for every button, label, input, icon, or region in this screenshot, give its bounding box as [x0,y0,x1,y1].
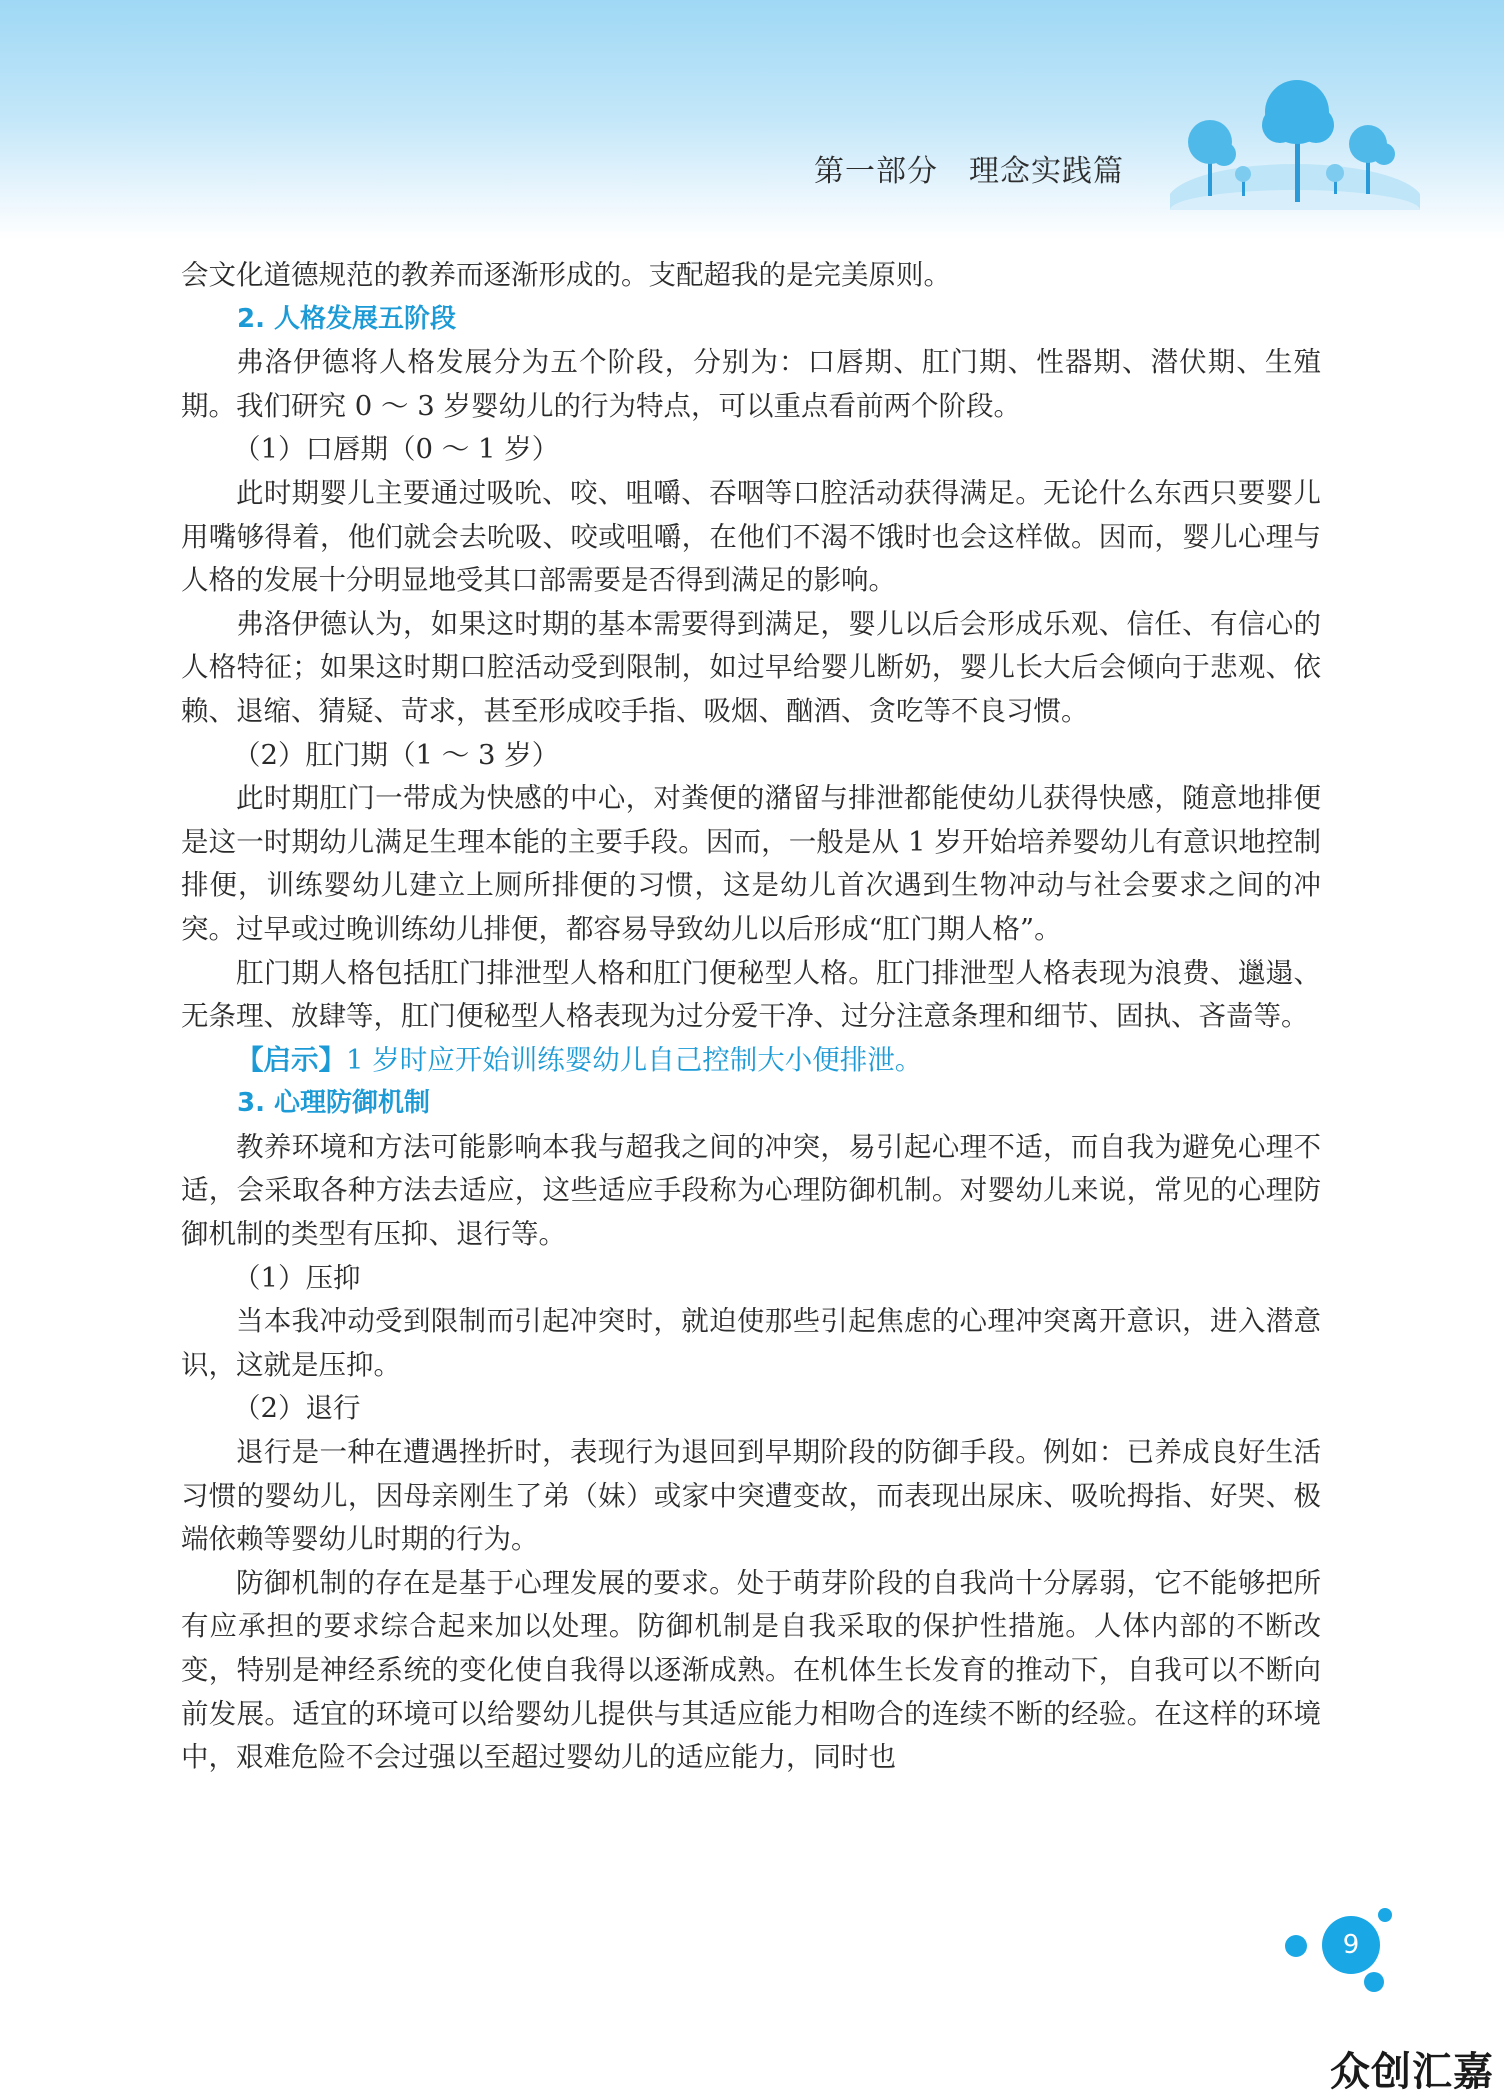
subheading-anal-stage: （2）肛门期（1 ～ 3 岁） [233,738,560,771]
tip-callout [181,1039,1321,1083]
paragraph: 会文化道德规范的教养而逐渐形成的。支配超我的是完美原则。 [181,259,951,291]
tree-illustration [1170,70,1420,210]
body-text [181,254,1321,1780]
section-title: 第一部分 理念实践篇 [814,154,1124,189]
decorative-dot [1378,1908,1392,1922]
paragraph: 教养环境和方法可能影响本我与超我之间的冲突，易引起心理不适，而自我为避免心理不适，会采取各种方法去适应，这些适应手段称为心理防御机制。对婴幼儿来说，常见的心理防御机制的类型有压抑、退行等。 [181,1130,1321,1251]
paragraph: 弗洛伊德认为，如果这时期的基本需要得到满足，婴儿以后会形成乐观、信任、有信心的人格特征；如果这时期口腔活动受到限制，如过早给婴儿断奶，婴儿长大后会倾向于悲观、依赖、退缩、猜疑、苛求，甚至形成咬手指、吸烟、酗酒、贪吃等不良习惯。 [181,607,1321,727]
paragraph: 防御机制的存在是基于心理发展的要求。处于萌芽阶段的自我尚十分孱弱，它不能够把所有应承担的要求综合起来加以处理。防御机制是自我采取的保护性措施。人体内部的不断改变，特别是神经系统的变化使自我得以逐渐成熟。在机体生长发育的推动下，自我可以不断向前发展。适宜的环境可以给婴幼儿提供与其适应能力相吻合的连续不断的经验。在这样的环境中，艰难危险不会过强以至超过婴幼儿的适应能力，同时也 [181,1566,1321,1774]
page-number: 9 [1322,1916,1380,1974]
subheading-repression: （1）压抑 [233,1261,361,1294]
paragraph: 弗洛伊德将人格发展分为五个阶段，分别为：口唇期、肛门期、性器期、潜伏期、生殖期。我们研究 0 ～ 3 岁婴幼儿的行为特点，可以重点看前两个阶段。 [181,346,1321,422]
paragraph: 退行是一种在遭遇挫折时，表现行为退回到早期阶段的防御手段。例如：已养成良好生活习惯的婴幼儿，因母亲刚生了弟（妹）或家中突遭变故，而表现出尿床、吸吮拇指、好哭、极端依赖等婴幼儿时期的行为。 [181,1436,1321,1556]
paragraph: 肛门期人格包括肛门排泄型人格和肛门便秘型人格。肛门排泄型人格表现为浪费、邋遢、无条理、放肆等，肛门便秘型人格表现为过分爱干净、过分注意条理和细节、固执、吝啬等。 [181,956,1321,1033]
section-heading-defense-mechanisms: 3. 心理防御机制 [237,1088,431,1119]
subheading-oral-stage: （1）口唇期（0 ～ 1 岁） [233,433,560,466]
subheading-regression: （2）退行 [233,1392,361,1425]
watermark-logo: 众创汇嘉 [1330,2049,1494,2095]
paragraph: 此时期肛门一带成为快感的中心，对粪便的潴留与排泄都能使幼儿获得快感，随意地排便是这一时期幼儿满足生理本能的主要手段。因而，一般是从 1 岁开始培养婴幼儿有意识地控制排便，训练婴幼儿建立上厕所排便的习惯，这是幼儿首次遇到生物冲动与社会要求之间的冲突。过早或过晚训练幼儿排便，都容易导致幼儿以后形成“肛门期人格”。 [181,782,1321,945]
section-heading-personality-stages: 2. 人格发展五阶段 [237,303,457,334]
decorative-dot [1364,1972,1384,1992]
tip-text: 1 岁时应开始训练婴幼儿自己控制大小便排泄。 [346,1043,923,1076]
tip-label: 【启示】 [236,1043,346,1076]
paragraph: 当本我冲动受到限制而引起冲突时，就迫使那些引起焦虑的心理冲突离开意识，进入潜意识，这就是压抑。 [181,1305,1321,1381]
decorative-dot [1285,1935,1307,1957]
paragraph: 此时期婴儿主要通过吸吮、咬、咀嚼、吞咽等口腔活动获得满足。无论什么东西只要婴儿用嘴够得着，他们就会去吮吸、咬或咀嚼，在他们不渴不饿时也会这样做。因而，婴儿心理与人格的发展十分明显地受其口部需要是否得到满足的影响。 [181,476,1321,597]
